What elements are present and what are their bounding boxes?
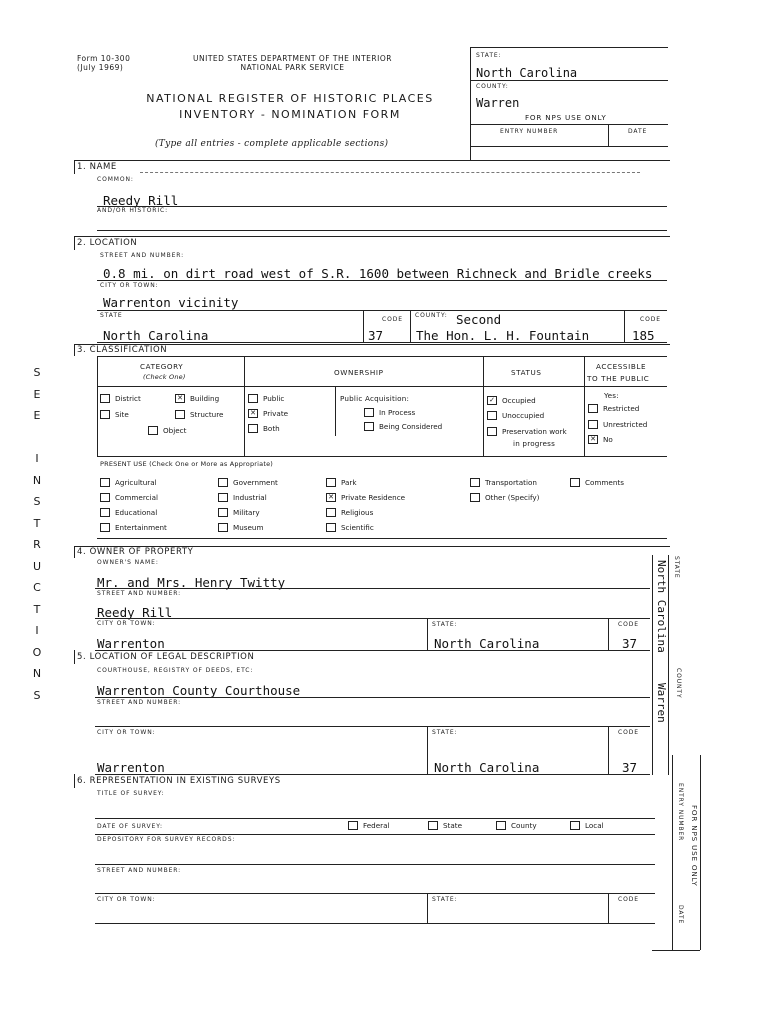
see-instructions-letter: O <box>32 645 42 659</box>
checkbox-county[interactable] <box>496 821 506 830</box>
see-instructions-letter: T <box>33 602 41 616</box>
owner-street-label: STREET AND NUMBER: <box>97 590 182 597</box>
survey-title-label: TITLE OF SURVEY: <box>97 790 165 797</box>
margin-date-label: DATE <box>677 905 684 925</box>
owner-code-label: CODE <box>618 621 639 628</box>
agency <box>170 54 415 72</box>
see-instructions-letter: E <box>33 409 41 422</box>
survey-street-label: STREET AND NUMBER: <box>97 867 182 874</box>
ownership-public-label: Public <box>263 394 285 403</box>
type-instructions: (Type all entries - complete applicable sections) <box>155 139 389 149</box>
survey-county[interactable] <box>496 821 537 831</box>
form-title-line-2: INVENTORY - NOMINATION FORM <box>179 108 401 121</box>
form-number-text: Form 10-300 <box>77 54 131 63</box>
legal-street-label: STREET AND NUMBER: <box>97 699 182 706</box>
present-use-checkbox[interactable] <box>218 478 228 487</box>
ownership-public[interactable] <box>248 394 284 404</box>
category-object-label: Object <box>163 426 187 435</box>
county-value: Second <box>456 312 502 327</box>
survey-federal[interactable] <box>348 821 390 831</box>
corner-state-label: STATE: <box>476 52 502 59</box>
category-building-label: Building <box>190 394 220 403</box>
see-instructions-letter: C <box>33 581 41 594</box>
legal-code-label: CODE <box>618 729 639 736</box>
ownership-both-label: Both <box>263 424 280 433</box>
owner-name-label: OWNER'S NAME: <box>97 559 159 566</box>
checkbox-unoccupied[interactable] <box>487 411 497 420</box>
street-value: 0.8 mi. on dirt road west of S.R. 1600 between Richneck and Bridle creeks <box>103 266 653 281</box>
corner-state-value: North Carolina <box>476 66 578 80</box>
owner-code-value: 37 <box>622 636 638 651</box>
checkbox-building[interactable]: ✕ <box>175 394 185 403</box>
present-use-label: Educational <box>115 508 158 517</box>
in-progress-label: in progress <box>513 439 556 448</box>
checkbox-being-considered[interactable] <box>364 422 374 431</box>
accessible-yes-label: Yes: <box>604 391 619 400</box>
survey-state-label: STATE: <box>432 896 458 903</box>
comments-label: Comments <box>585 478 624 487</box>
survey-date-label: DATE OF SURVEY: <box>97 823 163 830</box>
historic-name-label: AND/OR HISTORIC: <box>97 207 169 214</box>
county-label: COUNTY: <box>415 312 448 319</box>
checkbox-preservation[interactable] <box>487 427 497 436</box>
category-structure-label: Structure <box>190 410 224 419</box>
owner-state-value: North Carolina <box>434 636 540 651</box>
ownership-private-label: Private <box>263 409 289 418</box>
section-2-heading: 2. LOCATION <box>77 238 138 248</box>
present-use-item[interactable] <box>100 478 157 488</box>
present-use-label: Museum <box>233 523 264 532</box>
section-6-heading: 6. REPRESENTATION IN EXISTING SURVEYS <box>77 776 281 786</box>
corner-county-label: COUNTY: <box>476 83 509 90</box>
owner-street-value: Reedy Rill <box>97 605 173 620</box>
ownership-private[interactable] <box>248 409 288 419</box>
margin-county-value: Warren <box>655 683 668 723</box>
category-building[interactable] <box>175 394 219 404</box>
margin-county-label: COUNTY <box>675 668 682 699</box>
present-use-checkbox[interactable] <box>326 523 336 532</box>
present-use-item[interactable] <box>100 523 167 533</box>
category-sub-label: (Check One) <box>143 373 186 381</box>
in-process-label: In Process <box>379 408 416 417</box>
present-use-checkbox[interactable] <box>218 493 228 502</box>
ownership-label: OWNERSHIP <box>334 368 384 377</box>
corner-nps-label: FOR NPS USE ONLY <box>525 113 607 122</box>
legal-city-label: CITY OR TOWN: <box>97 729 156 736</box>
survey-code-label: CODE <box>618 896 639 903</box>
form-title-line-1: NATIONAL REGISTER OF HISTORIC PLACES <box>146 92 434 105</box>
checkbox-object[interactable] <box>148 426 158 435</box>
present-use-checkbox[interactable] <box>100 508 110 517</box>
present-use-checkbox[interactable] <box>100 523 110 532</box>
present-use-label: Commercial <box>115 493 158 502</box>
agency-line-1: UNITED STATES DEPARTMENT OF THE INTERIOR <box>193 54 392 63</box>
checkbox-no[interactable]: ✕ <box>588 435 598 444</box>
present-use-label: Park <box>341 478 357 487</box>
present-use-item[interactable] <box>470 478 537 488</box>
state-level-label: State <box>443 821 463 830</box>
checkbox-public[interactable] <box>248 394 258 403</box>
county-code-value: 185 <box>632 328 655 343</box>
survey-state[interactable] <box>428 821 462 831</box>
county-level-label: County <box>511 821 537 830</box>
accessible-label-2: TO THE PUBLIC <box>587 374 650 383</box>
legal-state-label: STATE: <box>432 729 458 736</box>
present-use-item[interactable] <box>218 523 263 533</box>
present-use-item[interactable] <box>326 523 374 533</box>
see-instructions-letter: E <box>33 387 41 401</box>
present-use-checkbox[interactable] <box>100 478 110 487</box>
common-name-value: Reedy Rill <box>103 193 179 208</box>
preservation-label: Preservation work <box>502 427 567 436</box>
restricted-label: Restricted <box>603 404 640 413</box>
corner-entry-label: ENTRY NUMBER <box>500 128 559 135</box>
margin-state-value: North Carolina <box>655 560 668 653</box>
street-label: STREET AND NUMBER: <box>100 252 185 259</box>
see-instructions-letter: I <box>35 452 39 465</box>
section-1-heading: 1. NAME <box>77 162 117 172</box>
accessible-no[interactable] <box>588 435 613 445</box>
status-occupied[interactable] <box>487 396 536 406</box>
corner-county-value: Warren <box>476 96 520 110</box>
checkbox-restricted[interactable] <box>588 404 598 413</box>
checkbox-site[interactable] <box>100 410 110 419</box>
ownership-both[interactable] <box>248 424 280 434</box>
public-acquisition-label: Public Acquisition: <box>340 394 410 403</box>
see-instructions-margin <box>22 362 52 706</box>
present-use-label: Agricultural <box>115 478 157 487</box>
checkbox-both[interactable] <box>248 424 258 433</box>
see-instructions-letter: I <box>35 624 39 637</box>
checkbox-district[interactable] <box>100 394 110 403</box>
depository-label: DEPOSITORY FOR SURVEY RECORDS: <box>97 836 236 843</box>
present-use-checkbox[interactable]: ✕ <box>326 493 336 502</box>
accessible-unrestricted[interactable] <box>588 420 647 430</box>
present-use-checkbox[interactable] <box>218 508 228 517</box>
section-3-heading: 3. CLASSIFICATION <box>77 345 168 355</box>
legal-state-value: North Carolina <box>434 760 540 775</box>
owner-name-value: Mr. and Mrs. Henry Twitty <box>97 575 286 590</box>
present-use-label: Private Residence <box>341 493 406 502</box>
owner-city-value: Warrenton <box>97 636 165 651</box>
county-code-label: CODE <box>640 316 661 323</box>
state-value: North Carolina <box>103 328 209 343</box>
local-level-label: Local <box>585 821 604 830</box>
see-instructions-letter: N <box>32 667 42 680</box>
state-code-label: CODE <box>382 316 403 323</box>
comments-checkbox[interactable] <box>570 478 580 487</box>
category-district-label: District <box>115 394 141 403</box>
category-site[interactable] <box>100 410 129 420</box>
checkbox-in-process[interactable] <box>364 408 374 417</box>
unrestricted-label: Unrestricted <box>603 420 648 429</box>
accessible-label-1: ACCESSIBLE <box>596 362 647 371</box>
section-4-heading: 4. OWNER OF PROPERTY <box>77 547 194 557</box>
common-name-label: COMMON: <box>97 176 134 183</box>
present-use-label: Scientific <box>341 523 374 532</box>
checkbox-occupied[interactable]: ✓ <box>487 396 497 405</box>
registry-value: Warrenton County Courthouse <box>97 683 301 698</box>
present-use-label: Religious <box>341 508 374 517</box>
section-5-heading: 5. LOCATION OF LEGAL DESCRIPTION <box>77 652 255 662</box>
legal-code-value: 37 <box>622 760 638 775</box>
status-preservation[interactable] <box>487 427 567 437</box>
present-use-item[interactable] <box>100 493 158 503</box>
status-unoccupied[interactable] <box>487 411 544 421</box>
present-use-checkbox[interactable] <box>218 523 228 532</box>
survey-city-label: CITY OR TOWN: <box>97 896 156 903</box>
acquisition-being-considered[interactable] <box>364 422 442 432</box>
state-code-value: 37 <box>368 328 384 343</box>
legal-city-value: Warrenton <box>97 760 165 775</box>
form-number <box>77 54 130 72</box>
present-use-checkbox[interactable] <box>326 508 336 517</box>
present-use-checkbox[interactable] <box>470 493 480 502</box>
no-label: No <box>603 435 613 444</box>
occupied-label: Occupied <box>502 396 536 405</box>
category-structure[interactable] <box>175 410 223 420</box>
margin-state-label: STATE <box>673 556 680 579</box>
present-use-item[interactable] <box>470 493 539 503</box>
present-use-checkbox[interactable] <box>326 478 336 487</box>
present-use-item[interactable] <box>218 478 278 488</box>
see-instructions-letter: R <box>33 538 41 551</box>
category-district[interactable] <box>100 394 141 404</box>
category-object[interactable] <box>148 426 186 436</box>
see-instructions-letter: U <box>32 559 42 573</box>
present-use-comments[interactable] <box>570 478 624 488</box>
margin-entry-label: ENTRY NUMBER <box>677 783 684 842</box>
present-use-label: PRESENT USE (Check One or More as Appropriate) <box>100 460 274 468</box>
present-use-item[interactable] <box>218 493 267 503</box>
county-value-2: The Hon. L. H. Fountain <box>416 328 590 343</box>
unoccupied-label: Unoccupied <box>502 411 545 420</box>
present-use-label: Military <box>233 508 260 517</box>
present-use-checkbox[interactable] <box>100 493 110 502</box>
checkbox-local[interactable] <box>570 821 580 830</box>
see-instructions-letter: N <box>32 473 42 487</box>
being-considered-label: Being Considered <box>379 422 443 431</box>
see-instructions-letter <box>35 427 39 449</box>
present-use-item[interactable] <box>218 508 260 518</box>
present-use-item[interactable] <box>326 493 405 503</box>
checkbox-structure[interactable] <box>175 410 185 419</box>
present-use-checkbox[interactable] <box>470 478 480 487</box>
checkbox-unrestricted[interactable] <box>588 420 598 429</box>
owner-state-label: STATE: <box>432 621 458 628</box>
present-use-label: Entertainment <box>115 523 167 532</box>
category-label: CATEGORY <box>140 362 184 371</box>
present-use-item[interactable] <box>326 478 357 488</box>
present-use-label: Government <box>233 478 278 487</box>
agency-line-2: NATIONAL PARK SERVICE <box>240 63 345 72</box>
category-site-label: Site <box>115 410 129 419</box>
present-use-label: Transportation <box>485 478 537 487</box>
state-label: STATE <box>100 312 123 319</box>
status-label: STATUS <box>511 368 542 377</box>
present-use-item[interactable] <box>100 508 157 518</box>
see-instructions-letter: S <box>33 688 41 702</box>
federal-label: Federal <box>363 821 390 830</box>
survey-local[interactable] <box>570 821 604 831</box>
see-instructions-letter: S <box>33 366 41 379</box>
corner-date-label: DATE <box>628 128 648 135</box>
margin-nps-label: FOR NPS USE ONLY <box>690 805 699 887</box>
accessible-restricted[interactable] <box>588 404 639 414</box>
checkbox-state[interactable] <box>428 821 438 830</box>
acquisition-in-process[interactable] <box>364 408 415 418</box>
registry-label: COURTHOUSE, REGISTRY OF DEEDS, ETC: <box>97 667 254 674</box>
present-use-item[interactable] <box>326 508 373 518</box>
checkbox-private[interactable]: ✕ <box>248 409 258 418</box>
owner-city-label: CITY OR TOWN: <box>97 620 156 627</box>
present-use-label: Industrial <box>233 493 267 502</box>
form-date-text: (July 1969) <box>77 63 124 72</box>
see-instructions-letter: T <box>33 516 41 530</box>
checkbox-federal[interactable] <box>348 821 358 830</box>
present-use-label: Other (Specify) <box>485 493 540 502</box>
form-title <box>140 92 440 121</box>
city-value: Warrenton vicinity <box>103 295 239 310</box>
see-instructions-letter: S <box>33 495 41 508</box>
city-label: CITY OR TOWN: <box>100 282 159 289</box>
